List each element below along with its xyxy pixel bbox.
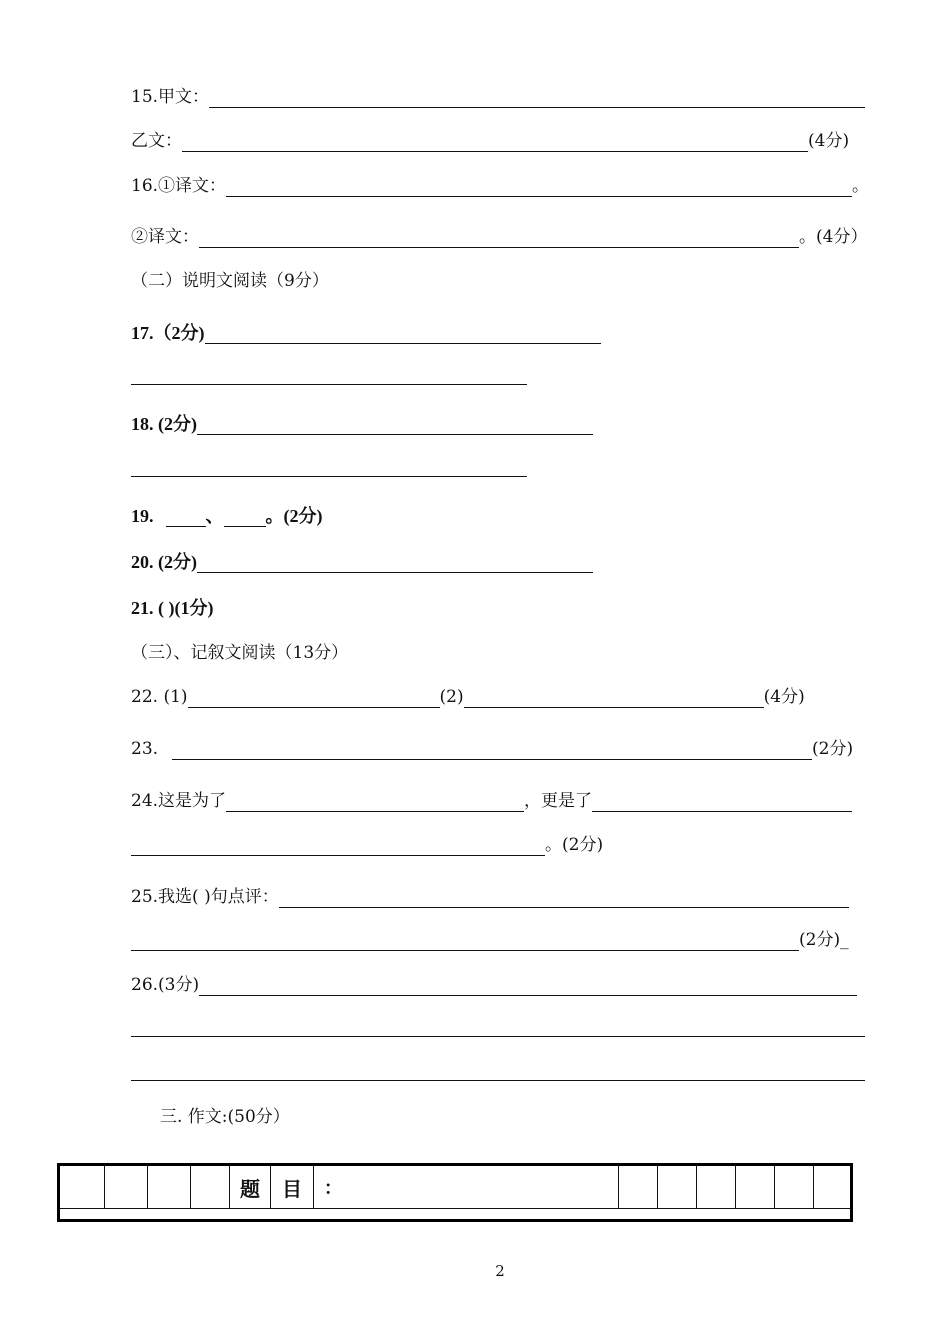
q16-line2 — [131, 226, 867, 248]
q26-label: 26.(3分) — [131, 975, 200, 995]
q24-blank1[interactable] — [226, 793, 524, 812]
q18-label: 18. (2分) — [131, 414, 197, 434]
section3-heading — [131, 642, 348, 664]
q25-score: (2分)_ — [799, 930, 849, 950]
q16-translation1-blank[interactable] — [226, 178, 852, 197]
grid-cell[interactable] — [148, 1165, 191, 1209]
q19-blank2[interactable] — [224, 508, 266, 527]
q15-yiwen-blank[interactable] — [182, 133, 808, 152]
q24-mid: ，更是了 — [524, 791, 593, 811]
q15-score: (4分) — [808, 131, 850, 151]
q26-line1 — [131, 974, 857, 996]
q15-line2 — [131, 130, 849, 152]
q16-label: 16.①译文： — [131, 176, 227, 196]
q26-answer-line3[interactable] — [131, 1080, 865, 1081]
grid-cell[interactable] — [736, 1165, 775, 1209]
q25-label: 25.我选( )句点评： — [131, 887, 279, 907]
q24-line1 — [131, 790, 852, 812]
q24-line2-end: 。(2分) — [545, 835, 604, 855]
q21-line — [131, 597, 213, 619]
q24-blank2[interactable] — [592, 793, 852, 812]
q15-line2-label: 乙文： — [131, 131, 182, 151]
q22-blank2[interactable] — [464, 689, 764, 708]
q20-line — [131, 551, 593, 573]
q17-label: 17.（2分) — [131, 323, 205, 343]
essay-heading — [160, 1106, 290, 1128]
q25-blank2[interactable] — [131, 932, 799, 951]
q23-score: (2分) — [812, 739, 854, 759]
grid-cell[interactable] — [697, 1165, 736, 1209]
q17-answer-line2[interactable] — [131, 384, 527, 385]
title-input[interactable]: ： — [314, 1165, 619, 1209]
q19-blank1[interactable] — [166, 508, 206, 527]
q19-line — [131, 505, 323, 527]
q25-line2 — [131, 929, 849, 951]
section3-heading-text: （三）、记叙文阅读（13分） — [131, 643, 349, 663]
title-char-mu: 目 — [271, 1165, 314, 1209]
q18-line1 — [131, 413, 593, 435]
page-number: 2 — [495, 1262, 505, 1280]
q22-line — [131, 686, 805, 708]
q22-score: (4分) — [763, 687, 805, 707]
q26-blank1[interactable] — [199, 977, 857, 996]
grid-cell[interactable] — [105, 1165, 148, 1209]
q16-end: 。 — [852, 176, 870, 196]
q20-answer-blank[interactable] — [197, 554, 593, 573]
grid-cell[interactable] — [191, 1165, 230, 1209]
grid-cell[interactable] — [658, 1165, 697, 1209]
q16-translation2-blank[interactable] — [199, 229, 799, 248]
grid-cell[interactable] — [619, 1165, 658, 1209]
q24-line2 — [131, 834, 603, 856]
q25-blank1[interactable] — [279, 889, 849, 908]
q15-line1 — [131, 86, 865, 108]
q22-label: 22. (1) — [131, 687, 188, 707]
grid-cell[interactable] — [775, 1165, 814, 1209]
composition-grid — [57, 1163, 853, 1221]
q19-label: 19. — [131, 506, 154, 526]
q25-line1 — [131, 886, 849, 908]
q20-label: 20. (2分) — [131, 552, 197, 572]
q19-end: 。(2分) — [265, 506, 323, 526]
q26-answer-line2[interactable] — [131, 1036, 865, 1037]
grid-cell[interactable] — [814, 1165, 852, 1209]
q16-line2-label: ②译文： — [131, 227, 199, 247]
section2-heading — [131, 270, 329, 292]
q22-blank1[interactable] — [188, 689, 440, 708]
grid-cell[interactable] — [59, 1165, 105, 1209]
q24-label: 24.这是为了 — [131, 791, 227, 811]
q18-answer-blank[interactable] — [197, 416, 593, 435]
q17-line1 — [131, 322, 601, 344]
q22-mid: (2) — [439, 687, 464, 707]
q16-line2-end: 。(4分） — [799, 227, 868, 247]
q23-answer-blank[interactable] — [172, 741, 812, 760]
q21-text: 21. ( )(1分) — [131, 598, 214, 618]
q15-label: 15.甲文： — [131, 87, 210, 107]
q23-label: 23. — [131, 739, 159, 759]
q19-sep: 、 — [205, 506, 224, 526]
essay-heading-text: 三. 作文:(50分） — [160, 1107, 290, 1127]
grid-spacer-row — [59, 1209, 852, 1221]
q24-blank3[interactable] — [131, 837, 545, 856]
section2-heading-text: （二）说明文阅读（9分） — [131, 271, 329, 291]
title-char-ti: 题 — [230, 1165, 271, 1209]
q23-line — [131, 738, 853, 760]
q18-answer-line2[interactable] — [131, 476, 527, 477]
q16-line1 — [131, 175, 869, 197]
q17-answer-blank[interactable] — [205, 325, 601, 344]
q15-jiawen-blank[interactable] — [209, 89, 865, 108]
